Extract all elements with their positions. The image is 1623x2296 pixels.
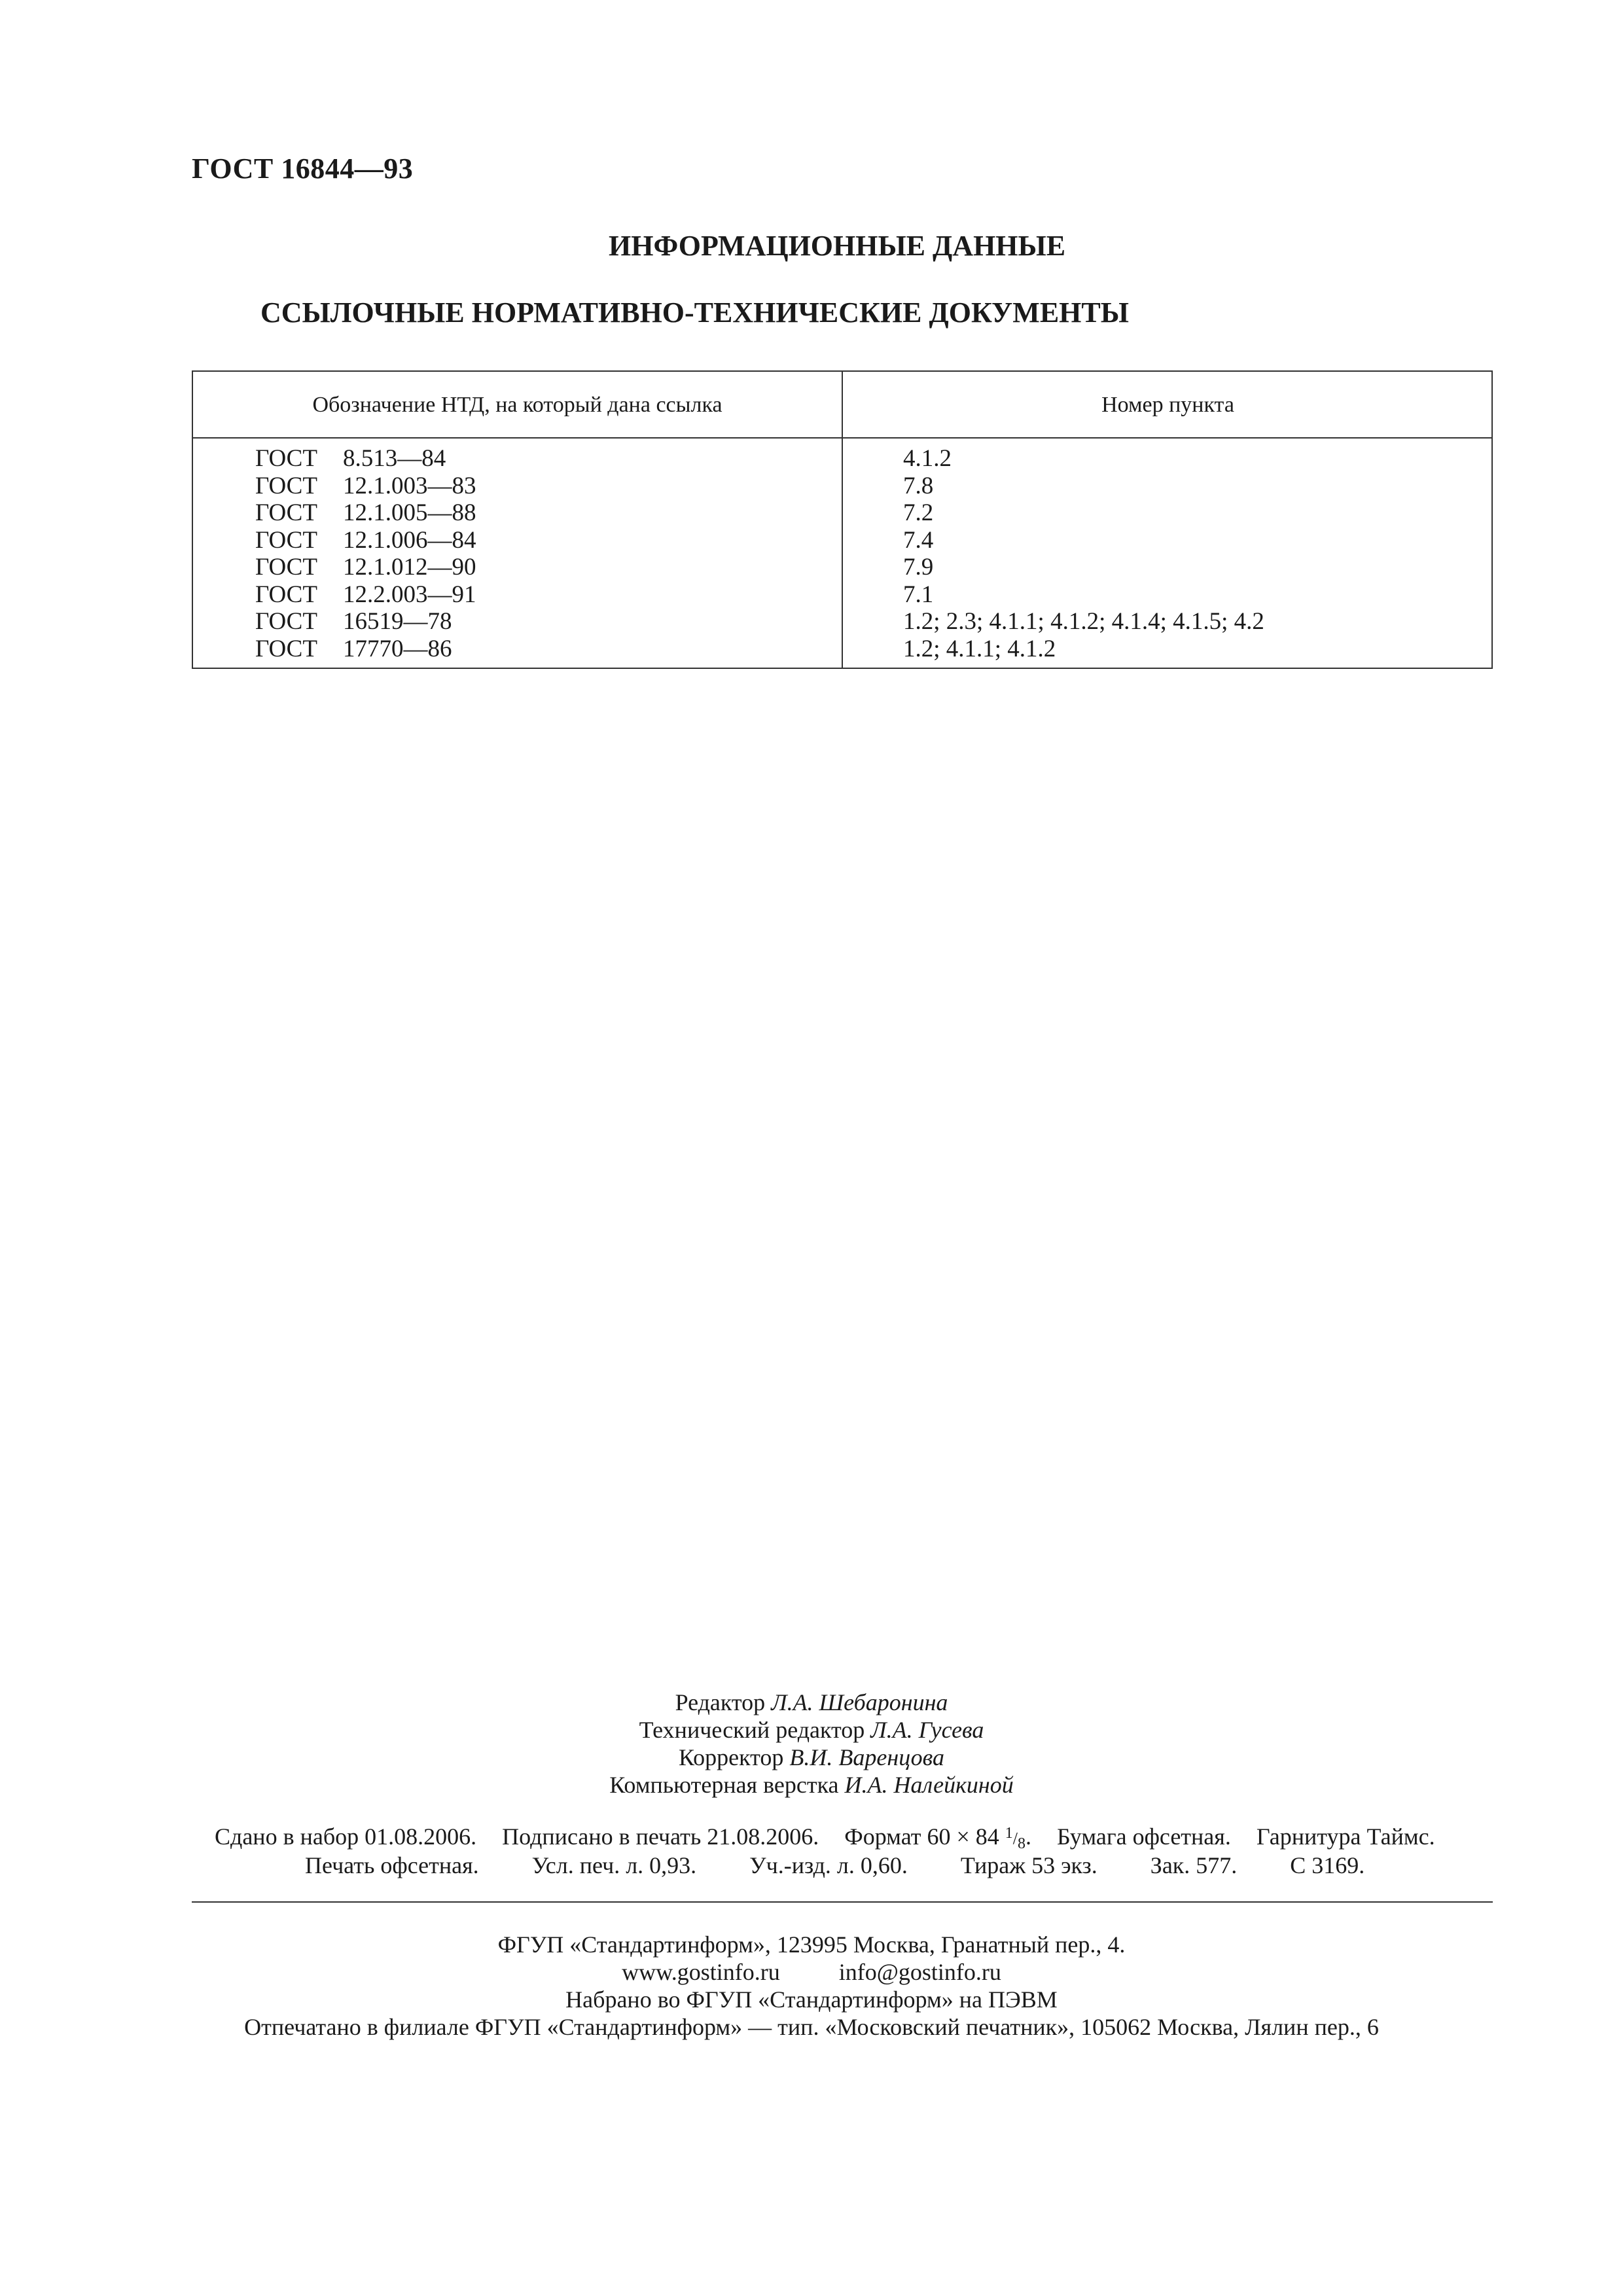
- references-table: [192, 370, 1493, 669]
- imprint-paper: Бумага офсетная.: [1057, 1823, 1231, 1850]
- table-row: [193, 527, 1491, 554]
- imprint-signed: Подписано в печать 21.08.2006.: [502, 1823, 819, 1850]
- cell-item-numbers: 7.4: [903, 526, 934, 554]
- cell-prefix: ГОСТ: [255, 608, 317, 635]
- imprint-order: Зак. 577.: [1150, 1852, 1238, 1878]
- publisher-email: info@gostinfo.ru: [838, 1959, 1001, 1985]
- table-row: [193, 554, 1491, 581]
- cell-document-number: 12.1.005—88: [343, 499, 476, 526]
- cell-document-number: 12.1.012—90: [343, 554, 476, 581]
- imprint-line-2: [305, 1852, 1364, 1879]
- cell-prefix: ГОСТ: [255, 526, 317, 554]
- cell-item-numbers: 7.8: [903, 472, 934, 499]
- cell-document-number: 16519—78: [343, 608, 452, 635]
- cell-prefix: ГОСТ: [255, 445, 317, 472]
- imprint-pub-sheets: Уч.-изд. л. 0,60.: [749, 1852, 908, 1878]
- cell-prefix: ГОСТ: [255, 635, 317, 662]
- format-fraction: $^1/_8$: [1005, 1825, 1026, 1853]
- format-numerator: 1: [1005, 1825, 1013, 1842]
- cell-document-number: 12.1.003—83: [343, 472, 476, 499]
- imprint-format: Формат 60 × 84 $^1/_8$.: [844, 1823, 1032, 1853]
- table-row: [193, 499, 1491, 527]
- column-header-document: Обозначение НТД, на который дана ссылка: [312, 393, 722, 417]
- credit-editor: [0, 1689, 1623, 1716]
- table-row: [193, 473, 1491, 500]
- credit-label: Редактор: [675, 1689, 766, 1715]
- credit-label: Технический редактор: [639, 1717, 865, 1743]
- cell-prefix: ГОСТ: [255, 499, 317, 526]
- imprint-line-1: [215, 1823, 1435, 1853]
- cell-prefix: ГОСТ: [255, 581, 317, 608]
- imprint-print: Печать офсетная.: [305, 1852, 479, 1878]
- column-header-item-number: Номер пункта: [1101, 393, 1234, 417]
- credits-block: [0, 1689, 1623, 1799]
- cell-item-numbers: 7.1: [903, 581, 934, 608]
- table-row: [193, 581, 1491, 609]
- credit-tech-editor: [0, 1716, 1623, 1744]
- imprint-run: Тираж 53 экз.: [960, 1852, 1097, 1878]
- cell-item-numbers: 7.9: [903, 554, 934, 581]
- credit-name: Л.А. Гусева: [870, 1717, 984, 1743]
- publisher-block: [0, 1931, 1623, 2041]
- separator-rule: [192, 1901, 1493, 1903]
- table-row: [193, 636, 1491, 663]
- cell-document-number: 12.1.006—84: [343, 526, 476, 554]
- publisher-printed: Отпечатано в филиале ФГУП «Стандартинформ» — тип. «Московский печатник», 105062 Москва, Лялин пер., 6: [244, 2014, 1379, 2040]
- section-title: ИНФОРМАЦИОННЫЕ ДАННЫЕ: [609, 230, 1066, 262]
- format-denominator: 8: [1018, 1835, 1026, 1853]
- imprint-typeface: Гарнитура Таймс.: [1256, 1823, 1435, 1850]
- cell-item-numbers: 1.2; 2.3; 4.1.1; 4.1.2; 4.1.4; 4.1.5; 4.2: [903, 608, 1264, 635]
- imprint-print-sheets: Усл. печ. л. 0,93.: [531, 1852, 697, 1878]
- credit-name: В.И. Варенцова: [789, 1744, 945, 1770]
- publisher-contacts: [0, 1958, 1623, 1986]
- publisher-website: www.gostinfo.ru: [622, 1959, 780, 1985]
- cell-document-number: 12.2.003—91: [343, 581, 476, 608]
- credit-proofreader: [0, 1744, 1623, 1771]
- credit-label: Компьютерная верстка: [609, 1772, 839, 1798]
- table-row: [193, 445, 1491, 473]
- document-code: ГОСТ 16844—93: [192, 152, 414, 185]
- table-body: [193, 445, 1491, 662]
- imprint-code: С 3169.: [1290, 1852, 1365, 1878]
- format-label: Формат 60 × 84: [844, 1823, 999, 1850]
- credit-layout: [0, 1771, 1623, 1799]
- table-header-divider: [193, 437, 1491, 439]
- credit-label: Корректор: [678, 1744, 784, 1770]
- cell-prefix: ГОСТ: [255, 472, 317, 499]
- table-row: [193, 608, 1491, 636]
- credit-name: И.А. Налейкиной: [844, 1772, 1014, 1798]
- cell-item-numbers: 1.2; 4.1.1; 4.1.2: [903, 635, 1056, 662]
- cell-prefix: ГОСТ: [255, 554, 317, 581]
- cell-document-number: 8.513—84: [343, 445, 446, 472]
- publisher-address: ФГУП «Стандартинформ», 123995 Москва, Гранатный пер., 4.: [497, 1931, 1126, 1958]
- imprint-submitted: Сдано в набор 01.08.2006.: [215, 1823, 477, 1850]
- credit-name: Л.А. Шебаронина: [771, 1689, 948, 1715]
- section-subtitle: ССЫЛОЧНЫЕ НОРМАТИВНО-ТЕХНИЧЕСКИЕ ДОКУМЕНТЫ: [260, 296, 1129, 329]
- publisher-typeset: Набрано во ФГУП «Стандартинформ» на ПЭВМ: [565, 1986, 1058, 2013]
- cell-item-numbers: 4.1.2: [903, 445, 952, 472]
- cell-item-numbers: 7.2: [903, 499, 934, 526]
- cell-document-number: 17770—86: [343, 635, 452, 662]
